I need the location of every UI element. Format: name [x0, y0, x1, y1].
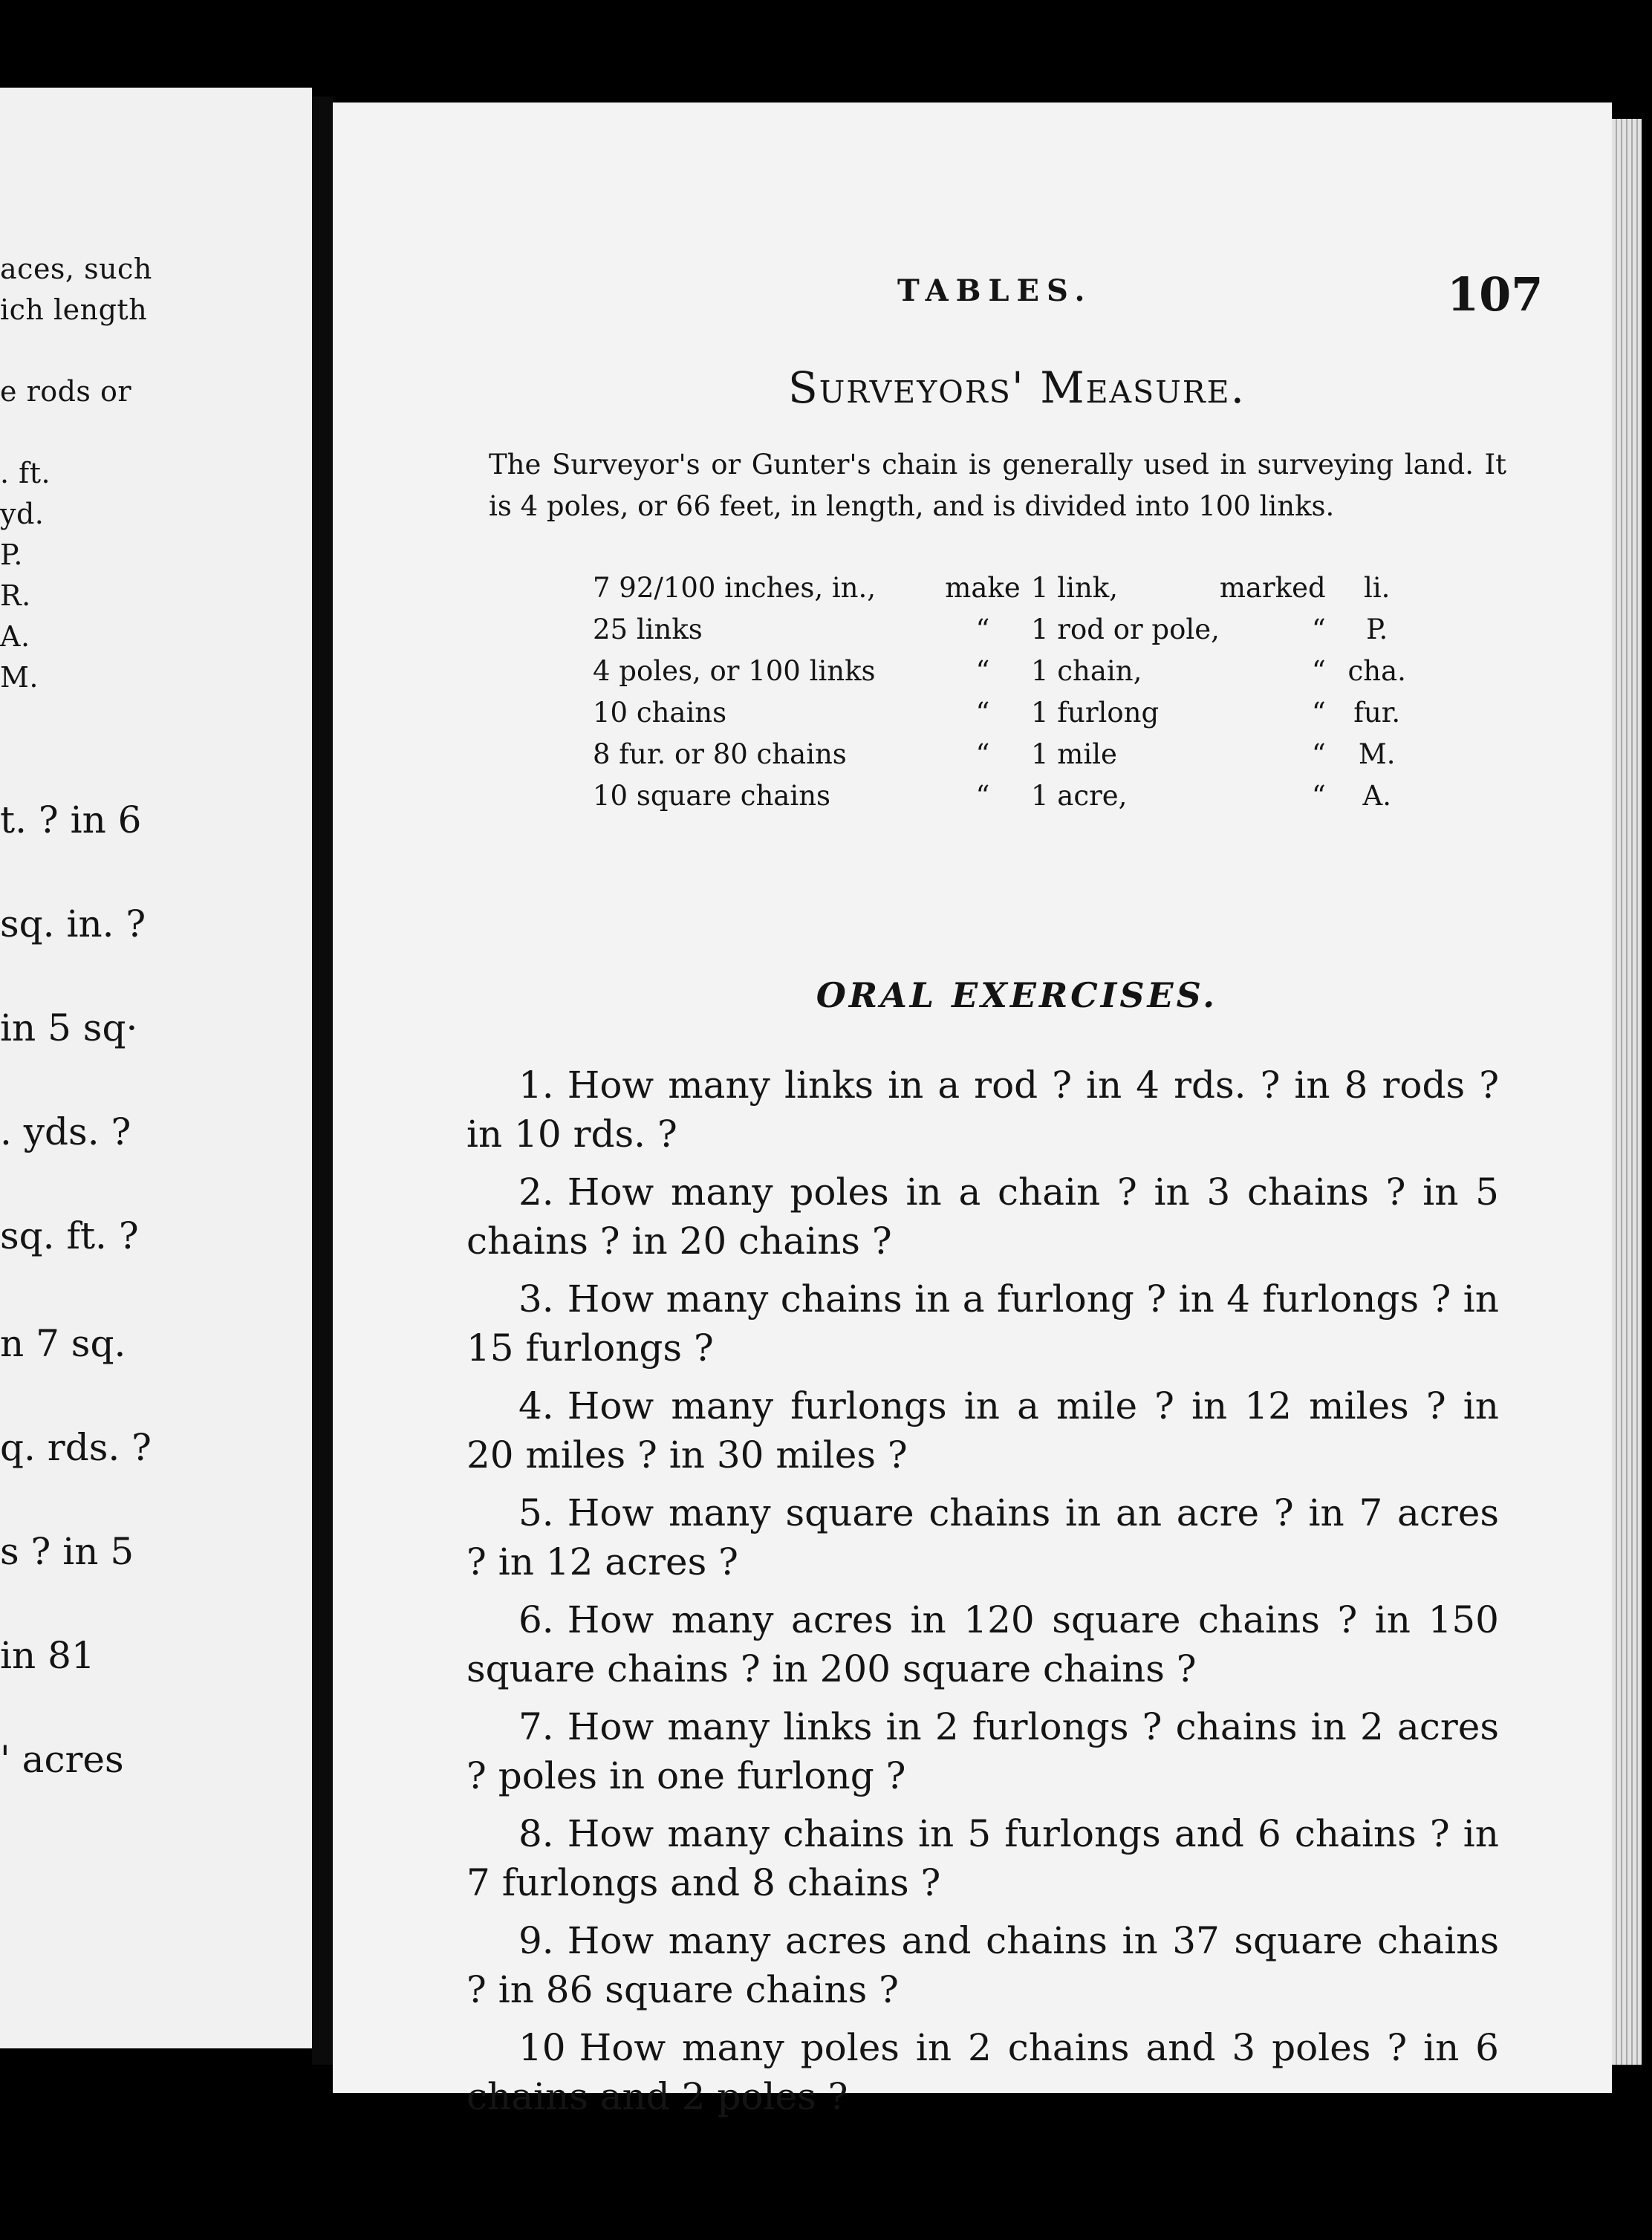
exercise-text: How many chains in a furlong ? in 4 furlongs ? in 15 furlongs ?	[466, 1277, 1499, 1370]
table-cell-marked: “	[1311, 654, 1326, 687]
table-cell-equals: 1 link,	[1031, 571, 1118, 604]
left-page-line: in 5 sq·	[0, 1006, 138, 1049]
exercise-text: How many poles in a chain ? in 3 chains ? in 5 chains ? in 20 chains ?	[466, 1171, 1499, 1263]
exercise-text: How many links in a rod ? in 4 rds. ? in 8 rods ? in 10 rds. ?	[466, 1064, 1499, 1156]
left-page-line: in 81	[0, 1634, 95, 1677]
exercise-item	[466, 1168, 1499, 1266]
left-page-line: yd.	[0, 498, 45, 530]
table-cell-equals: 1 furlong	[1031, 696, 1160, 729]
table-cell-quantity: 4 poles, or 100 links	[593, 654, 876, 687]
left-page-line: n 7 sq.	[0, 1322, 126, 1365]
exercise-list	[466, 1061, 1499, 2130]
page-number: 107	[1447, 267, 1544, 322]
table-cell-verb: make	[945, 571, 1021, 604]
left-page-line: sq. in. ?	[0, 902, 146, 945]
left-page-line: e rods or	[0, 375, 132, 408]
exercise-text: How many acres in 120 square chains ? in 150 square chains ? in 200 square chains ?	[466, 1598, 1499, 1690]
exercise-number: 6.	[518, 1598, 554, 1641]
table-cell-equals: 1 acre,	[1031, 779, 1128, 812]
left-page-line: aces, such	[0, 253, 152, 285]
table-cell-marked: “	[1311, 738, 1326, 770]
table-row	[593, 650, 1418, 691]
left-page-line: R.	[0, 579, 31, 612]
exercise-item	[466, 1809, 1499, 1907]
exercises-heading: ORAL EXERCISES.	[816, 975, 1218, 1015]
exercise-item	[466, 1381, 1499, 1479]
left-page-line: ich length	[0, 293, 148, 326]
exercise-number: 2.	[518, 1171, 554, 1214]
table-cell-quantity: 25 links	[593, 613, 703, 645]
measure-table	[593, 567, 1418, 816]
table-cell-abbreviation: M.	[1358, 738, 1396, 770]
table-cell-equals: 1 rod or pole,	[1031, 613, 1220, 645]
exercise-number: 3.	[518, 1277, 554, 1321]
table-row	[593, 567, 1418, 608]
table-cell-marked: marked	[1219, 571, 1326, 604]
previous-page-fragment	[0, 88, 312, 2048]
table-cell-quantity: 10 chains	[593, 696, 727, 729]
left-page-line: . ft.	[0, 457, 51, 489]
exercise-text: How many furlongs in a mile ? in 12 miles ? in 20 miles ? in 30 miles ?	[466, 1384, 1499, 1476]
exercise-item	[466, 1702, 1499, 1800]
table-cell-marked: “	[1311, 696, 1326, 729]
table-cell-abbreviation: fur.	[1353, 696, 1401, 729]
exercise-number: 10	[518, 2026, 566, 2069]
table-cell-abbreviation: li.	[1364, 571, 1391, 604]
exercise-item	[466, 1061, 1499, 1159]
exercise-item	[466, 1595, 1499, 1693]
exercise-number: 8.	[518, 1812, 554, 1855]
left-page-line: t. ? in 6	[0, 798, 142, 841]
table-cell-marked: “	[1311, 613, 1326, 645]
left-page-line: P.	[0, 538, 23, 571]
exercise-item	[466, 1488, 1499, 1586]
table-cell-equals: 1 mile	[1031, 738, 1117, 770]
exercise-number: 9.	[518, 1919, 554, 1962]
table-row	[593, 733, 1418, 775]
left-page-line: q. rds. ?	[0, 1426, 152, 1469]
exercise-text: How many links in 2 furlongs ? chains in 2 acres ? poles in one furlong ?	[466, 1705, 1499, 1797]
binding-gutter	[312, 97, 333, 2065]
left-page-line: M.	[0, 661, 39, 694]
exercise-number: 7.	[518, 1705, 554, 1748]
table-row	[593, 775, 1418, 816]
table-cell-equals: 1 chain,	[1031, 654, 1142, 687]
table-cell-verb: “	[975, 654, 990, 687]
table-row	[593, 691, 1418, 733]
exercise-text: How many square chains in an acre ? in 7 acres ? in 12 acres ?	[466, 1491, 1499, 1583]
left-page-line: sq. ft. ?	[0, 1214, 139, 1257]
exercise-text: How many chains in 5 furlongs and 6 chains ? in 7 furlongs and 8 chains ?	[466, 1812, 1499, 1904]
exercise-text: How many acres and chains in 37 square chains ? in 86 square chains ?	[466, 1919, 1499, 2011]
exercise-item	[466, 2023, 1499, 2121]
section-title: Surveyors' Measure.	[787, 362, 1246, 413]
table-cell-quantity: 7 92/100 inches, in.,	[593, 571, 877, 604]
left-page-line: A.	[0, 620, 30, 653]
exercise-item	[466, 1916, 1499, 2014]
table-cell-verb: “	[975, 738, 990, 770]
running-head: TABLES.	[897, 273, 1093, 308]
left-page-line: s ? in 5	[0, 1530, 134, 1573]
exercise-number: 4.	[518, 1384, 554, 1427]
exercise-number: 1.	[518, 1064, 554, 1107]
intro-paragraph: The Surveyor's or Gunter's chain is generally used in surveying land. It is 4 poles, or 66 feet, in length, and is divided into 100 links.	[489, 449, 1506, 522]
table-cell-verb: “	[975, 613, 990, 645]
exercise-number: 5.	[518, 1491, 554, 1534]
left-page-line: ' acres	[0, 1738, 124, 1781]
exercise-item	[466, 1274, 1499, 1373]
page-edges	[1612, 119, 1642, 2065]
table-cell-verb: “	[975, 779, 990, 812]
table-cell-abbreviation: cha.	[1347, 654, 1406, 687]
left-page-line: . yds. ?	[0, 1110, 131, 1153]
table-cell-abbreviation: A.	[1362, 779, 1391, 812]
table-cell-verb: “	[975, 696, 990, 729]
exercise-text: How many poles in 2 chains and 3 poles ? in 6 chains and 2 poles ?	[466, 2026, 1499, 2118]
table-row	[593, 608, 1418, 650]
table-cell-marked: “	[1311, 779, 1326, 812]
table-cell-quantity: 8 fur. or 80 chains	[593, 738, 847, 770]
table-cell-abbreviation: P.	[1366, 613, 1388, 645]
book-page	[333, 102, 1612, 2118]
table-cell-quantity: 10 square chains	[593, 779, 831, 812]
